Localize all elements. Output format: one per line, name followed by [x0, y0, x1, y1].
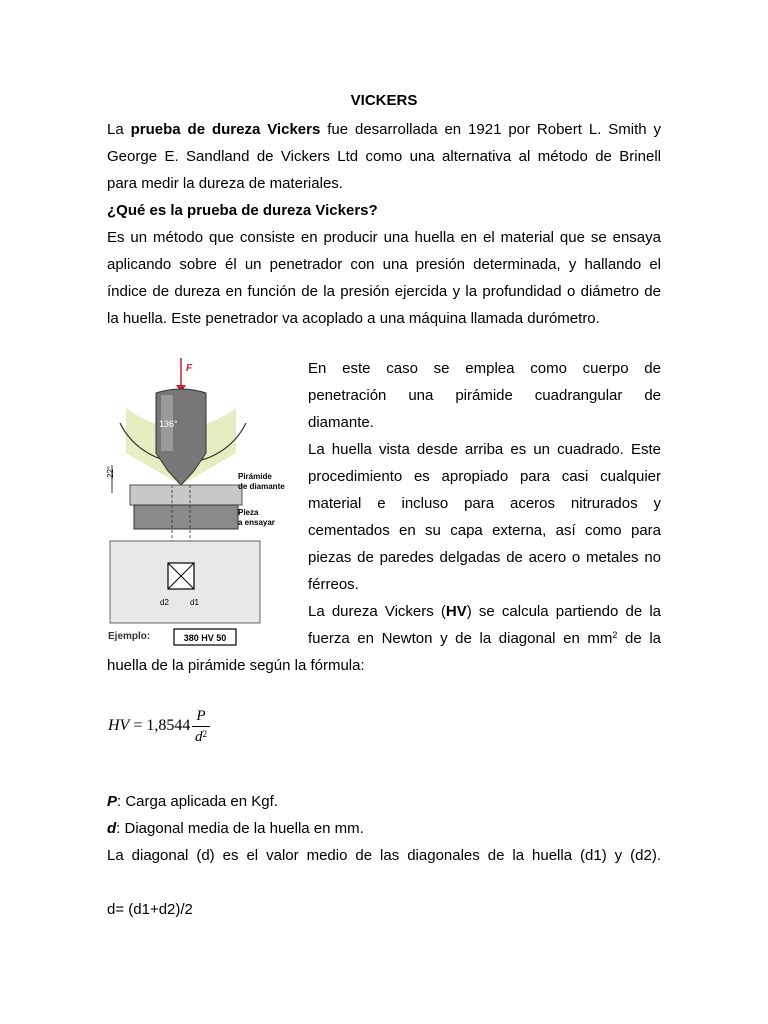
workpiece-bottom-plate [134, 505, 238, 529]
side-line-7: cementados en su capa externa, así como para [308, 522, 661, 539]
side-line-1: En este caso se emplea como cuerpo de [308, 360, 661, 377]
definition-line-4: la huella. Este penetrador va acoplado a una máquina llamada durómetro. [107, 310, 600, 327]
hv-formula [108, 706, 210, 747]
formula-denominator [192, 727, 209, 747]
piramide-label-2: de diamante [238, 482, 285, 491]
hv-line [308, 598, 661, 625]
formula-fraction [192, 706, 209, 747]
p-text: : Carga aplicada en Kgf. [117, 793, 278, 810]
workpiece-top-plate [130, 485, 242, 505]
definitions-block [107, 788, 661, 869]
side-text-column [308, 355, 661, 652]
hv-post: ) se calcula partiendo de la [466, 603, 661, 620]
ejemplo-label: Ejemplo: [108, 631, 151, 642]
intro-line1-pre: La [107, 121, 124, 138]
pieza-label-2: a ensayar [238, 518, 275, 527]
side-line-8: piezas de paredes delgadas de acero o metales no [308, 549, 661, 566]
fuerza-pre: fuerza en Newton y de la diagonal en mm [308, 630, 613, 647]
side-line-2: penetración una pirámide cuadrangular de [308, 387, 661, 404]
document-title: VICKERS [350, 92, 418, 109]
intro-line-2: George E. Sandland de Vickers Ltd como una alternativa al método de Brinell [107, 148, 661, 165]
huella-line: huella de la pirámide según la fórmula: [107, 657, 365, 674]
d-definition [107, 815, 661, 842]
vickers-diagram [106, 353, 302, 653]
vickers-diagram-svg [106, 353, 302, 653]
p-symbol: P [107, 793, 118, 810]
diagonal-text: La diagonal (d) es el valor medio de las diagonales de la huella (d1) y (d2). [107, 847, 661, 864]
intro-line-1 [107, 116, 661, 143]
definition-line-1: Es un método que consiste en producir una huella en el material que se ensaya [107, 229, 661, 246]
hv-pre: La dureza Vickers ( [308, 603, 446, 620]
d2-label: d2 [160, 598, 169, 607]
side-line-9: férreos. [308, 576, 359, 593]
fuerza-post: de la [617, 630, 661, 647]
formula-lhs: HV [108, 717, 130, 735]
intro-line1-post: fue desarrollada en 1921 por Robert L. Smith y [327, 121, 662, 138]
d-symbol: d [107, 820, 117, 837]
side-line-6: material e incluso para aceros nitrurados y [308, 495, 661, 512]
fuerza-line [308, 625, 661, 652]
ejemplo-value: 380 HV 50 [183, 633, 227, 643]
question-heading: ¿Qué es la prueba de dureza Vickers? [107, 202, 378, 219]
pieza-label-1: Pieza [238, 508, 259, 517]
d-formula: d= (d1+d2)/2 [107, 901, 193, 918]
force-label: F [186, 363, 193, 374]
side-line-3: diamante. [308, 414, 374, 431]
d-text: : Diagonal media de la huella en mm. [116, 820, 364, 837]
p-definition [107, 788, 661, 815]
hv-bold: HV [445, 603, 467, 620]
side-line-5: procedimiento es apropiado para casi cualquier [308, 468, 661, 485]
angle-label: 136° [159, 419, 178, 429]
formula-coefficient: = 1,8544 [129, 717, 191, 735]
definition-line-3: índice de dureza en función de la presión ejercida y la profundidad o diámetro de [107, 283, 661, 300]
intro-paragraph [107, 116, 661, 332]
piramide-label-1: Pirámide [238, 472, 272, 481]
side-line-4: La huella vista desde arriba es un cuadrado. Este [308, 441, 661, 458]
d1-label: d1 [190, 598, 199, 607]
fuerza-sup: 2 [612, 630, 618, 640]
intro-bold-term: prueba de dureza Vickers [130, 121, 321, 138]
formula-den-base: d [194, 729, 203, 745]
side-angle-label: 22° [106, 465, 115, 478]
intro-line-3: para medir la dureza de materiales. [107, 175, 343, 192]
formula-numerator: P [192, 706, 209, 727]
formula-den-exp: 2 [202, 729, 207, 739]
definition-line-2: aplicando sobre él un penetrador con una presión determinada, y hallando el [107, 256, 661, 273]
